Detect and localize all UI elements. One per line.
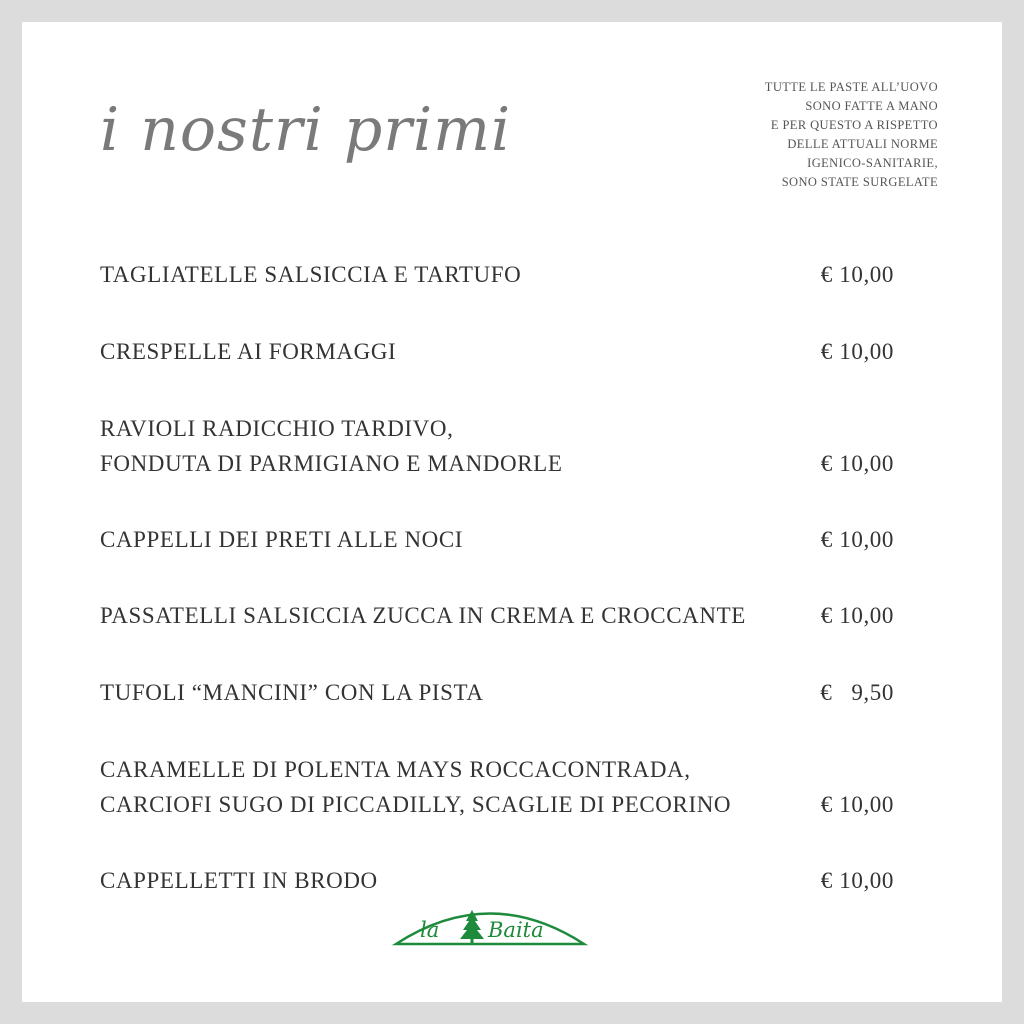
menu-item-name [100, 334, 894, 369]
note-line: TUTTE LE PASTE ALL’UOVO [764, 80, 938, 94]
menu-item [100, 598, 894, 633]
page-title: i nostri primi [100, 95, 512, 165]
menu-item [100, 752, 894, 822]
menu-item-price: € 10,00 [820, 339, 894, 364]
menu-item-price: € 9,50 [820, 680, 894, 705]
menu-item-name [100, 752, 894, 822]
menu-item-name [100, 522, 894, 557]
logo-text-baita: Baita [488, 918, 544, 942]
menu-item-price: € 10,00 [820, 792, 894, 817]
menu-item-price: € 10,00 [820, 451, 894, 476]
note-line: SONO STATE SURGELATE [781, 175, 938, 189]
pasta-note [678, 78, 938, 192]
menu-item-line: CARCIOFI SUGO DI PICCADILLY, SCAGLIE DI PECORINO [100, 792, 732, 817]
menu-item-name [100, 257, 894, 292]
menu-item-price: € 10,00 [820, 262, 894, 287]
note-line: IGENICO-SANITARIE, [807, 156, 938, 170]
menu-item [100, 675, 894, 710]
menu-item-line: PASSATELLI SALSICCIA ZUCCA IN CREMA E CROCCANTE [100, 603, 746, 628]
menu-item-name [100, 411, 894, 481]
menu-item-line: FONDUTA DI PARMIGIANO E MANDORLE [100, 451, 563, 476]
menu-item [100, 522, 894, 557]
menu-item [100, 411, 894, 481]
menu-item-line: CAPPELLI DEI PRETI ALLE NOCI [100, 527, 464, 552]
menu-item-line: TUFOLI “MANCINI” CON LA PISTA [100, 680, 484, 705]
note-line: E PER QUESTO A RISPETTO [770, 118, 938, 132]
logo-text-la: la [420, 918, 440, 942]
la-baita-logo [390, 897, 590, 949]
menu-item-line: CARAMELLE DI POLENTA MAYS ROCCACONTRADA, [100, 757, 691, 782]
menu-item-line: RAVIOLI RADICCHIO TARDIVO, [100, 416, 454, 441]
note-line: SONO FATTE A MANO [805, 99, 938, 113]
menu-item-price: € 10,00 [820, 603, 894, 628]
menu-item-name [100, 675, 894, 710]
menu-item [100, 257, 894, 292]
note-line: DELLE ATTUALI NORME [787, 137, 938, 151]
menu-item-price: € 10,00 [820, 868, 894, 893]
menu-item-name [100, 863, 894, 898]
menu-item [100, 334, 894, 369]
menu-item-line: TAGLIATELLE SALSICCIA E TARTUFO [100, 262, 522, 287]
menu-item-line: CAPPELLETTI IN BRODO [100, 868, 378, 893]
menu-item-name [100, 598, 894, 633]
menu-item-price: € 10,00 [820, 527, 894, 552]
menu-item-line: CRESPELLE AI FORMAGGI [100, 339, 397, 364]
menu-item [100, 863, 894, 898]
